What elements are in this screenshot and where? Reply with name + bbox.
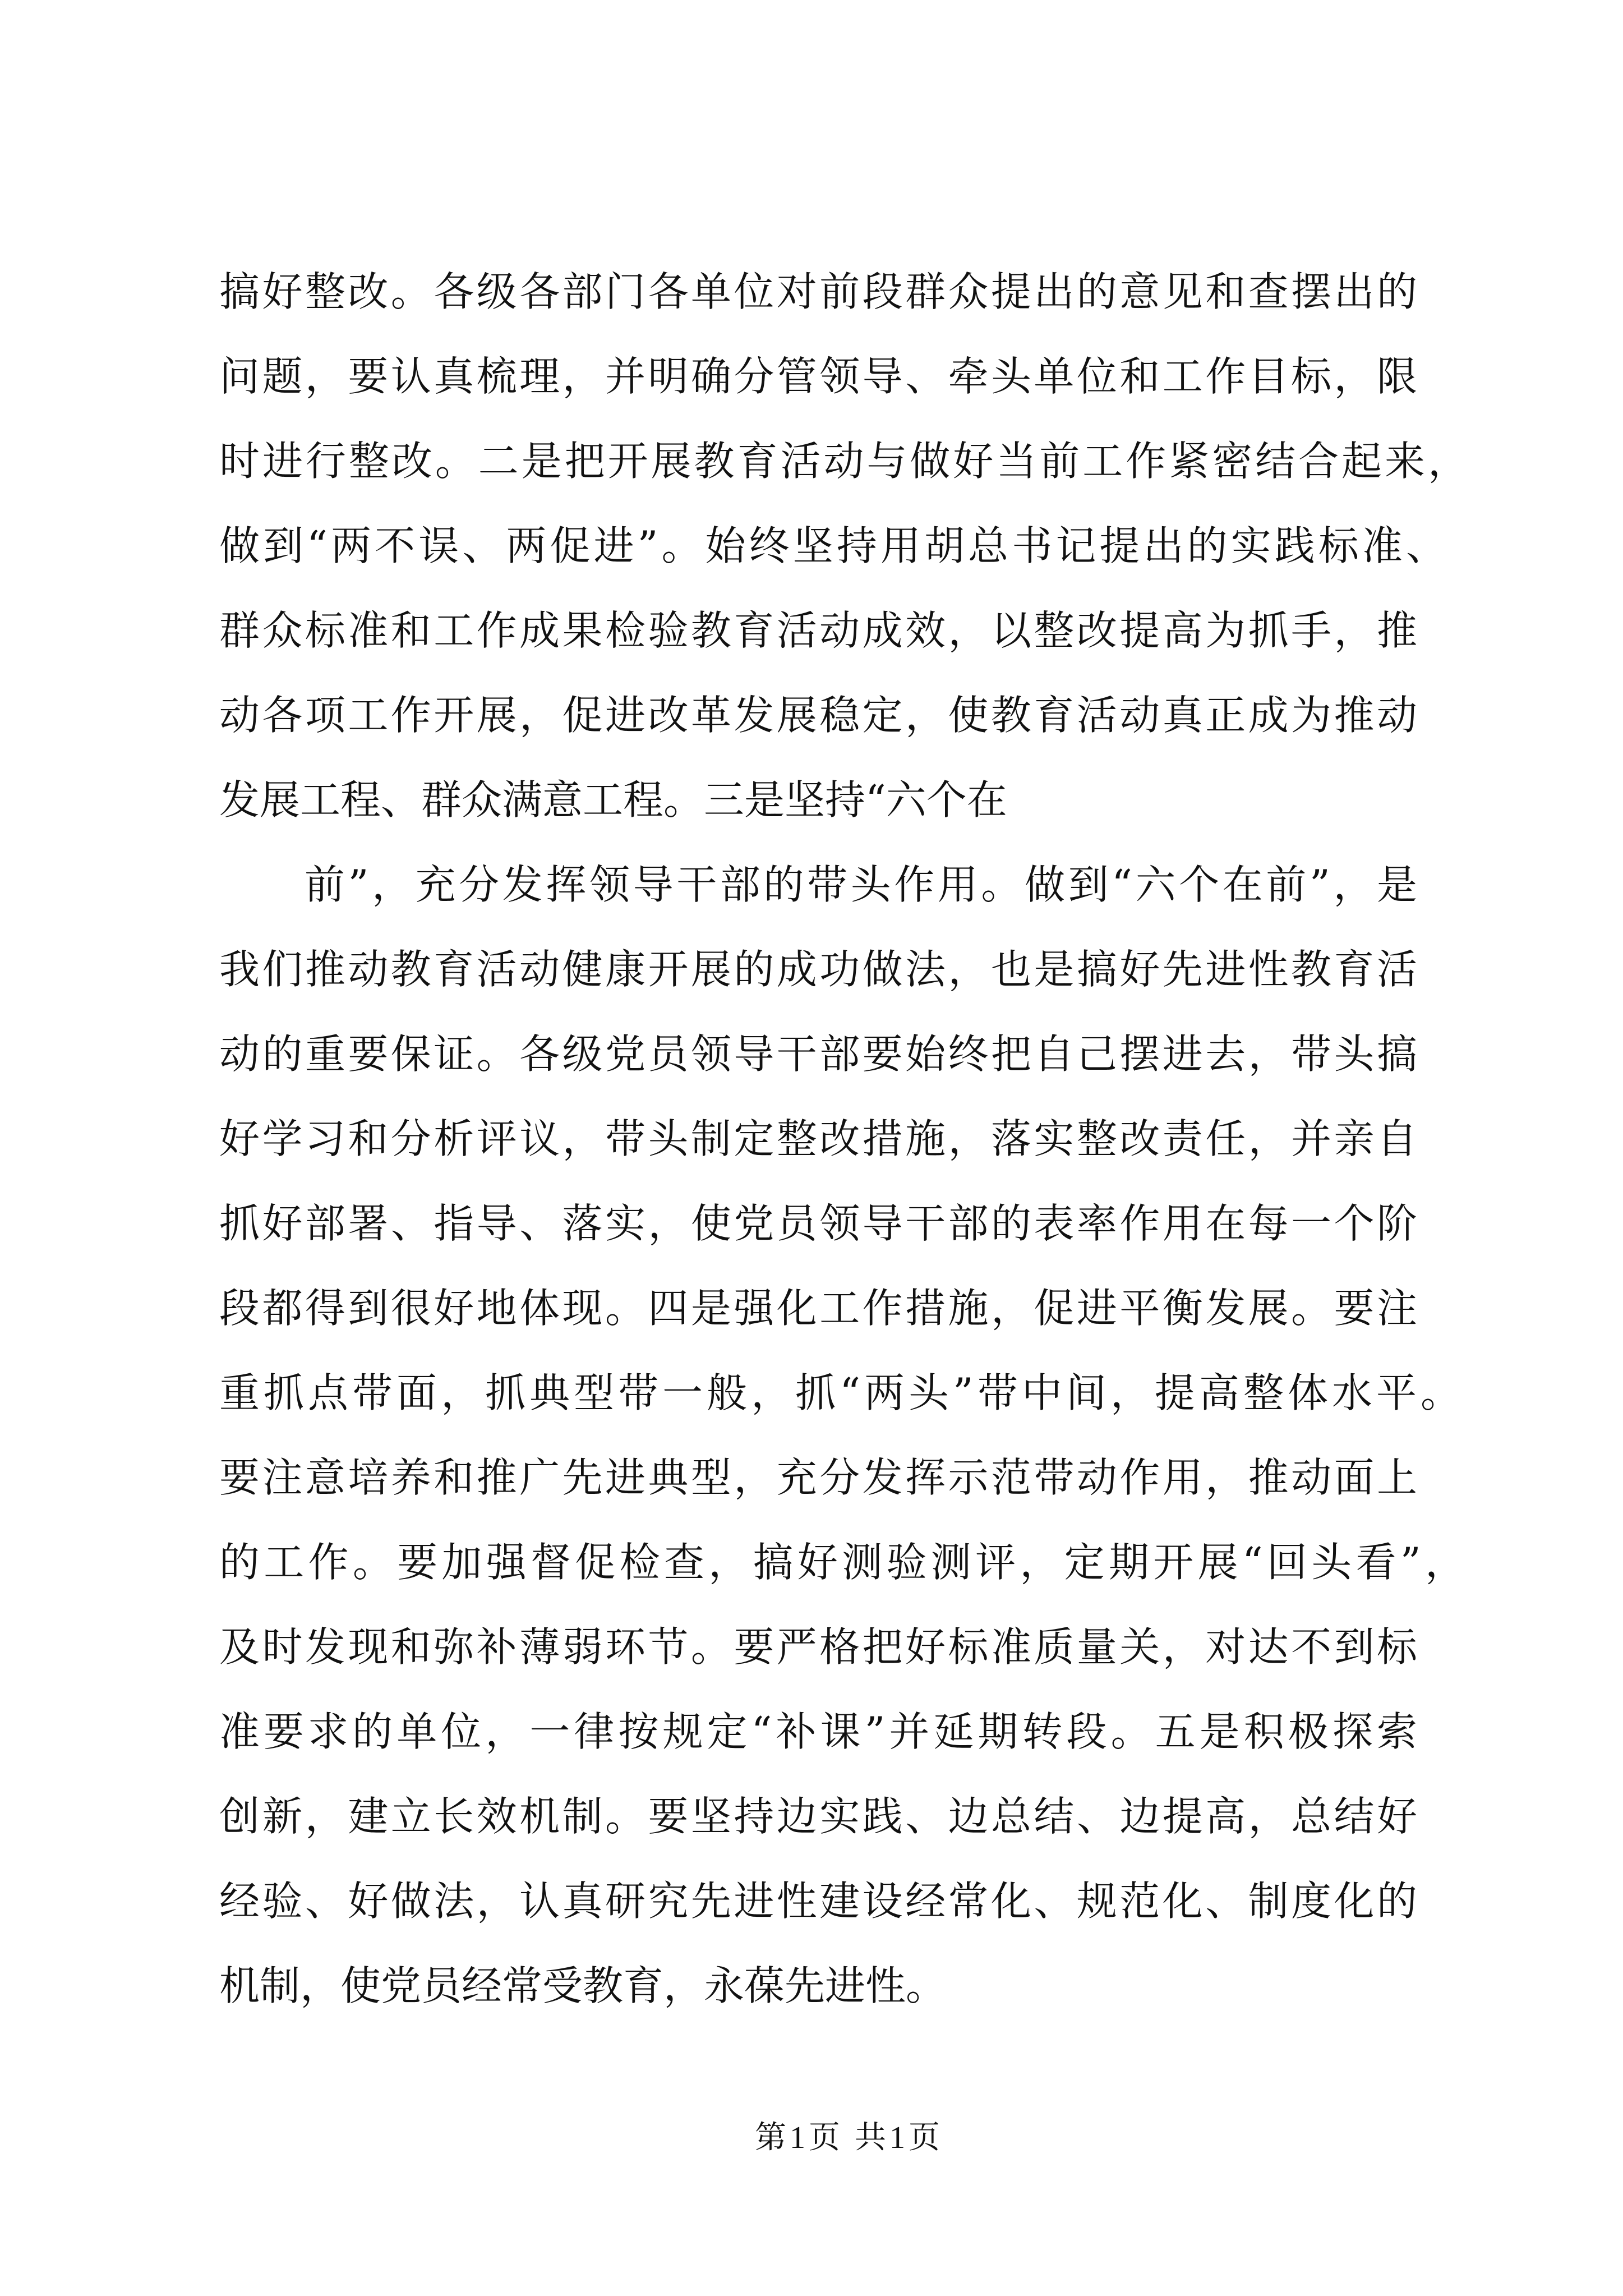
text-line: 段都得到很好地体现。四是强化工作措施，促进平衡发展。要注 <box>219 1285 1417 1332</box>
text-line: 准要求的单位，一律按规定“补课”并延期转段。五是积极探索 <box>219 1708 1417 1755</box>
text-line: 重抓点带面，抓典型带一般，抓“两头”带中间，提高整体水平。 <box>219 1369 1461 1416</box>
text-line: 抓好部署、指导、落实，使党员领导干部的表率作用在每一个阶 <box>219 1200 1417 1247</box>
text-line: 经验、好做法，认真研究先进性建设经常化、规范化、制度化的 <box>219 1878 1417 1925</box>
text-line: 好学习和分析评议，带头制定整改措施，落实整改责任，并亲自 <box>219 1115 1417 1162</box>
text-line: 发展工程、群众满意工程。三是坚持“六个在 <box>219 776 1007 823</box>
text-line: 创新，建立长效机制。要坚持边实践、边总结、边提高，总结好 <box>219 1793 1417 1840</box>
paragraph-2 <box>219 843 1487 2028</box>
text-line: 我们推动教育活动健康开展的成功做法，也是搞好先进性教育活 <box>219 946 1417 993</box>
document-body <box>219 250 1487 2028</box>
text-line: 动的重要保证。各级党员领导干部要始终把自己摆进去，带头搞 <box>219 1030 1417 1078</box>
text-line: 群众标准和工作成果检验教育活动成效，以整改提高为抓手，推 <box>219 607 1417 654</box>
text-line: 的工作。要加强督促检查，搞好测验测评，定期开展“回头看”， <box>219 1539 1465 1586</box>
text-line: 前”，充分发挥领导干部的带头作用。做到“六个在前”，是 <box>305 861 1417 908</box>
text-line: 机制，使党员经常受教育，永葆先进性。 <box>219 1962 947 2009</box>
page-number-footer: 第1页 共1页 <box>755 2120 943 2155</box>
text-line: 做到“两不误、两促进”。始终坚持用胡总书记提出的实践标准、 <box>219 522 1446 569</box>
paragraph-1 <box>219 250 1487 843</box>
text-line: 时进行整改。二是把开展教育活动与做好当前工作紧密结合起来， <box>219 438 1468 485</box>
text-line: 搞好整改。各级各部门各单位对前段群众提出的意见和查摆出的 <box>219 268 1417 315</box>
text-line: 要注意培养和推广先进典型，充分发挥示范带动作用，推动面上 <box>219 1454 1417 1501</box>
text-line: 及时发现和弥补薄弱环节。要严格把好标准质量关，对达不到标 <box>219 1623 1417 1671</box>
text-line: 动各项工作开展，促进改革发展稳定，使教育活动真正成为推动 <box>219 692 1417 739</box>
text-line: 问题，要认真梳理，并明确分管领导、牵头单位和工作目标，限 <box>219 353 1417 400</box>
